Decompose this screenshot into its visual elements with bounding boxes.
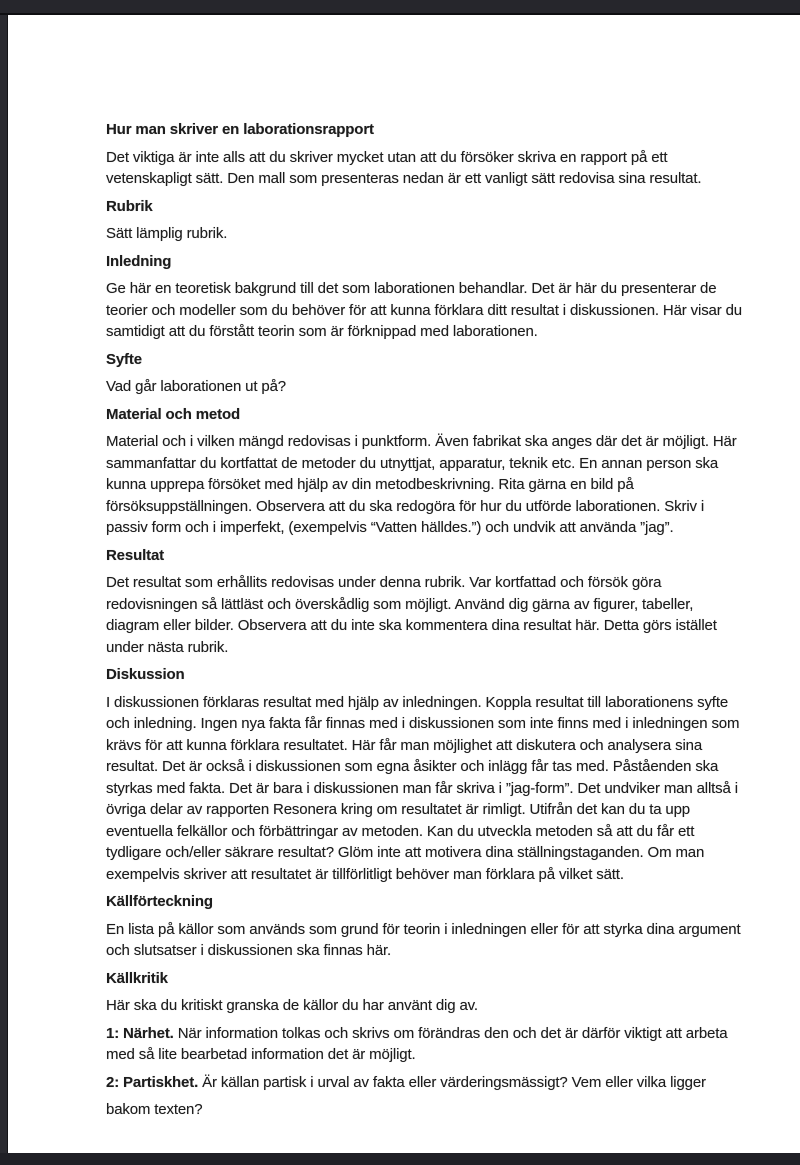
partiskhet-text: Är källan partisk i urval av fakta eller värderingsmässigt? Vem eller vilka ligger [202, 1073, 706, 1091]
resultat-paragraph: Det resultat som erhållits redovisas under denna rubrik. Var kortfattad och försök göra redovisningen så lättläst och överskådlig som möjligt. Använd dig gärna av figurer, tabeller, diagram eller bilder. Observera att du inte ska kommentera dina resultat här. Detta görs istället under nästa rubrik. [106, 574, 717, 656]
document-title: Hur man skriver en laborationsrapport [106, 121, 374, 138]
narhet-lead: 1: Närhet. [106, 1024, 178, 1042]
viewer-frame-bottom [0, 1153, 800, 1165]
heading-kallkritik: Källkritik [106, 969, 168, 987]
document-content [8, 15, 800, 1121]
material-och-metod-paragraph: Material och i vilken mängd redovisas i punktform. Även fabrikat ska anges där det är möjligt. Här sammanfattar du kortfattat de metoder du utnyttjat, apparatur, teknik etc. En annan person ska kunna upprepa försöket med hjälp av din metodbeskrivning. Rita gärna en bild på försöksuppställningen. Observera att du ska redogöra för hur du utförde laborationen. Skriv i passiv form och i imperfekt, (exempelvis “Vatten hälldes.”) och undvik att använda ”jag”. [106, 433, 737, 536]
heading-rubrik: Rubrik [106, 197, 153, 215]
heading-material-och-metod: Material och metod [106, 405, 240, 423]
viewer-frame-top [0, 0, 800, 15]
diskussion-paragraph: I diskussionen förklaras resultat med hjälp av inledningen. Koppla resultat till laborationens syfte och inledning. Ingen nya fakta får finnas med i diskussionen som inte finns med i inledningen som krävs för att kunna förklara resultatet. Här får man möjlighet att diskutera och analysera sina resultat. Det är också i diskussionen som egna åsikter och inlägg får tas med. Påståenden ska styrkas med fakta. Det är bara i diskussionen man får skriva i ”jag-form”. Det undviker man alltså i övriga delar av rapporten Resonera kring om resultatet är rimligt. Utifrån det kan du ta upp eventuella felkällor och förbättringar av metoden. Kan du utveckla metoden så att du får ett tydligare och/eller säkrare resultat? Glöm inte att motivera dina ställningstaganden. Om man exempelvis skriver att resultatet är tillförlitligt behöver man förklara på vilket sätt. [106, 693, 740, 883]
narhet-paragraph [106, 1023, 748, 1066]
document-page [8, 15, 800, 1153]
syfte-paragraph: Vad går laborationen ut på? [106, 378, 286, 395]
heading-resultat: Resultat [106, 546, 164, 564]
kallforteckning-paragraph: En lista på källor som används som grund för teorin i inledningen eller för att styrka dina argument och slutsatser i diskussionen ska finnas här. [106, 920, 741, 959]
heading-diskussion: Diskussion [106, 666, 185, 683]
inledning-paragraph: Ge här en teoretisk bakgrund till det som laborationen behandlar. Det är här du presenterar de teorier och modeller som du behöver för att kunna förklara ditt resultat i diskussionen. Här visar du samtidigt att du förstått teorin som är förknippad med laborationen. [106, 280, 742, 340]
heading-syfte: Syfte [106, 350, 142, 368]
intro-paragraph: Det viktiga är inte alls att du skriver mycket utan att du försöker skriva en rapport på ett vetenskapligt sätt. Den mall som presenteras nedan är ett vanligt sätt redovisa sina resultat. [106, 148, 702, 187]
partiskhet-lead: 2: Partiskhet. [106, 1073, 203, 1091]
rubrik-paragraph: Sätt lämplig rubrik. [106, 225, 228, 242]
narhet-text: När information tolkas och skrivs om förändras den och det är därför viktigt att arbeta med så lite bearbetad information det är möjligt. [106, 1024, 728, 1063]
partiskhet-paragraph [106, 1072, 748, 1094]
heading-inledning: Inledning [106, 252, 172, 270]
bakom-texten-paragraph: bakom texten? [106, 1101, 203, 1118]
viewer-frame-left [0, 0, 8, 1165]
kallkritik-paragraph: Här ska du kritiskt granska de källor du har använt dig av. [106, 997, 478, 1014]
heading-kallforteckning: Källförteckning [106, 893, 213, 910]
